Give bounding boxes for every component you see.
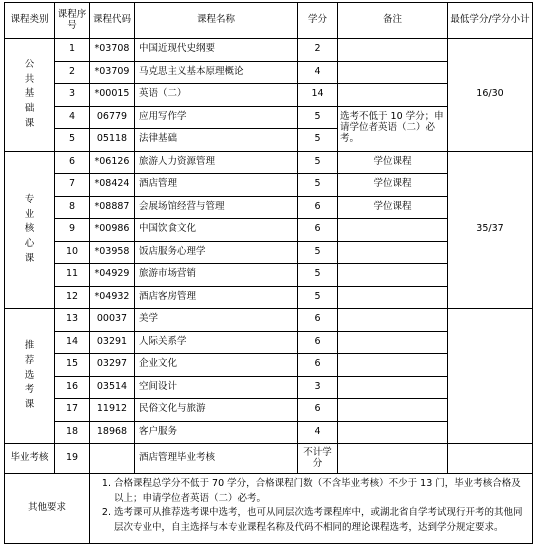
header-code: 课程代码	[90, 3, 135, 39]
course-remark	[338, 39, 448, 62]
course-seq: 4	[55, 106, 90, 129]
course-credit: 2	[298, 39, 338, 62]
graduation-row	[5, 444, 533, 474]
course-credit: 6	[298, 309, 338, 332]
group-remark: 选考不低于 10 学分；申请学位者英语（二）必考。	[338, 106, 448, 151]
other-requirements-row	[5, 474, 533, 544]
course-code: *03709	[90, 61, 135, 84]
course-name: 旅游市场营销	[135, 264, 298, 287]
graduation-credit: 不计学分	[298, 444, 338, 474]
header-seq: 课程序号	[55, 3, 90, 39]
course-credit: 5	[298, 264, 338, 287]
course-name: 马克思主义基本原理概论	[135, 61, 298, 84]
header-min-credit: 最低学分/学分小计	[448, 3, 533, 39]
group-min-credit: 35/37	[448, 151, 533, 309]
course-name: 应用写作学	[135, 106, 298, 129]
header-remark: 备注	[338, 3, 448, 39]
graduation-code	[90, 444, 135, 474]
course-remark	[338, 421, 448, 444]
course-credit: 6	[298, 196, 338, 219]
header-row	[5, 3, 533, 39]
course-remark	[338, 331, 448, 354]
course-credit: 5	[298, 151, 338, 174]
course-name: 中国近现代史纲要	[135, 39, 298, 62]
course-code: *00015	[90, 84, 135, 107]
course-remark	[338, 354, 448, 377]
course-seq: 11	[55, 264, 90, 287]
graduation-seq: 19	[55, 444, 90, 474]
header-category: 课程类别	[5, 3, 55, 39]
course-credit: 5	[298, 106, 338, 129]
course-code: *08424	[90, 174, 135, 197]
course-code: *06126	[90, 151, 135, 174]
course-remark: 学位课程	[338, 196, 448, 219]
course-seq: 12	[55, 286, 90, 309]
course-credit: 5	[298, 286, 338, 309]
course-seq: 8	[55, 196, 90, 219]
course-code: 11912	[90, 399, 135, 422]
course-credit: 4	[298, 61, 338, 84]
course-code: 00037	[90, 309, 135, 332]
table-row	[5, 151, 533, 174]
course-name: 美学	[135, 309, 298, 332]
course-remark: 学位课程	[338, 151, 448, 174]
course-name: 企业文化	[135, 354, 298, 377]
course-code: 05118	[90, 129, 135, 152]
course-code: 03297	[90, 354, 135, 377]
course-remark	[338, 264, 448, 287]
course-remark	[338, 84, 448, 107]
course-credit: 6	[298, 331, 338, 354]
table-row	[5, 309, 533, 332]
category-label: 推荐选考课	[24, 340, 35, 411]
course-name: 酒店客房管理	[135, 286, 298, 309]
course-credit: 6	[298, 219, 338, 242]
course-name: 饭店服务心理学	[135, 241, 298, 264]
course-seq: 17	[55, 399, 90, 422]
course-remark: 学位课程	[338, 174, 448, 197]
course-credit: 14	[298, 84, 338, 107]
other-requirement-item: 2. 选考课可从推荐选考课中选考，也可从同层次选考课程库中，或湖北省自学考试现行开考的其他同层次专业中，自主选择与本专业课程名称及代码不相同的理论课程选考，达到学分规定要求。	[114, 506, 526, 535]
course-remark	[338, 376, 448, 399]
graduation-category: 毕业考核	[10, 452, 49, 464]
course-code: *00986	[90, 219, 135, 242]
graduation-name: 酒店管理毕业考核	[135, 444, 298, 474]
course-remark	[338, 286, 448, 309]
course-credit: 6	[298, 354, 338, 377]
course-remark	[338, 219, 448, 242]
course-seq: 18	[55, 421, 90, 444]
graduation-remark	[338, 444, 448, 474]
course-seq: 1	[55, 39, 90, 62]
course-code: 18968	[90, 421, 135, 444]
course-name: 会展场馆经营与管理	[135, 196, 298, 219]
course-name: 中国饮食文化	[135, 219, 298, 242]
course-code: 03514	[90, 376, 135, 399]
course-remark	[338, 309, 448, 332]
course-seq: 10	[55, 241, 90, 264]
course-code: *08887	[90, 196, 135, 219]
other-requirements-label: 其他要求	[5, 474, 90, 544]
course-code: 03291	[90, 331, 135, 354]
course-name: 法律基础	[135, 129, 298, 152]
table-row	[5, 39, 533, 62]
course-code: *04932	[90, 286, 135, 309]
other-requirements-notes	[90, 474, 533, 544]
course-table	[4, 2, 533, 544]
course-seq: 14	[55, 331, 90, 354]
course-seq: 16	[55, 376, 90, 399]
course-seq: 15	[55, 354, 90, 377]
course-name: 空间设计	[135, 376, 298, 399]
course-code: *04929	[90, 264, 135, 287]
course-name: 客户服务	[135, 421, 298, 444]
course-seq: 9	[55, 219, 90, 242]
course-seq: 7	[55, 174, 90, 197]
course-credit: 3	[298, 376, 338, 399]
header-name: 课程名称	[135, 3, 298, 39]
course-credit: 5	[298, 174, 338, 197]
course-code: *03708	[90, 39, 135, 62]
course-credit: 4	[298, 421, 338, 444]
course-seq: 3	[55, 84, 90, 107]
category-label: 专业核心课	[24, 193, 35, 264]
course-code: *03958	[90, 241, 135, 264]
course-name: 酒店管理	[135, 174, 298, 197]
course-name: 人际关系学	[135, 331, 298, 354]
course-seq: 5	[55, 129, 90, 152]
course-name: 民俗文化与旅游	[135, 399, 298, 422]
course-code: 06779	[90, 106, 135, 129]
graduation-min-credit	[448, 444, 533, 474]
course-credit: 5	[298, 241, 338, 264]
category-label: 公共基础课	[24, 58, 35, 129]
course-remark	[338, 399, 448, 422]
course-name: 英语（二）	[135, 84, 298, 107]
course-remark	[338, 241, 448, 264]
header-credit: 学分	[298, 3, 338, 39]
course-seq: 2	[55, 61, 90, 84]
group-min-credit	[448, 309, 533, 444]
course-seq: 6	[55, 151, 90, 174]
course-name: 旅游人力资源管理	[135, 151, 298, 174]
other-requirement-item: 1. 合格课程总学分不低于 70 学分，合格课程门数（不含毕业考核）不少于 13 门，毕业考核合格及以上；申请学位者英语（二）必考。	[114, 477, 526, 506]
course-credit: 6	[298, 399, 338, 422]
course-seq: 13	[55, 309, 90, 332]
course-remark	[338, 61, 448, 84]
course-credit: 5	[298, 129, 338, 152]
group-min-credit: 16/30	[448, 39, 533, 152]
